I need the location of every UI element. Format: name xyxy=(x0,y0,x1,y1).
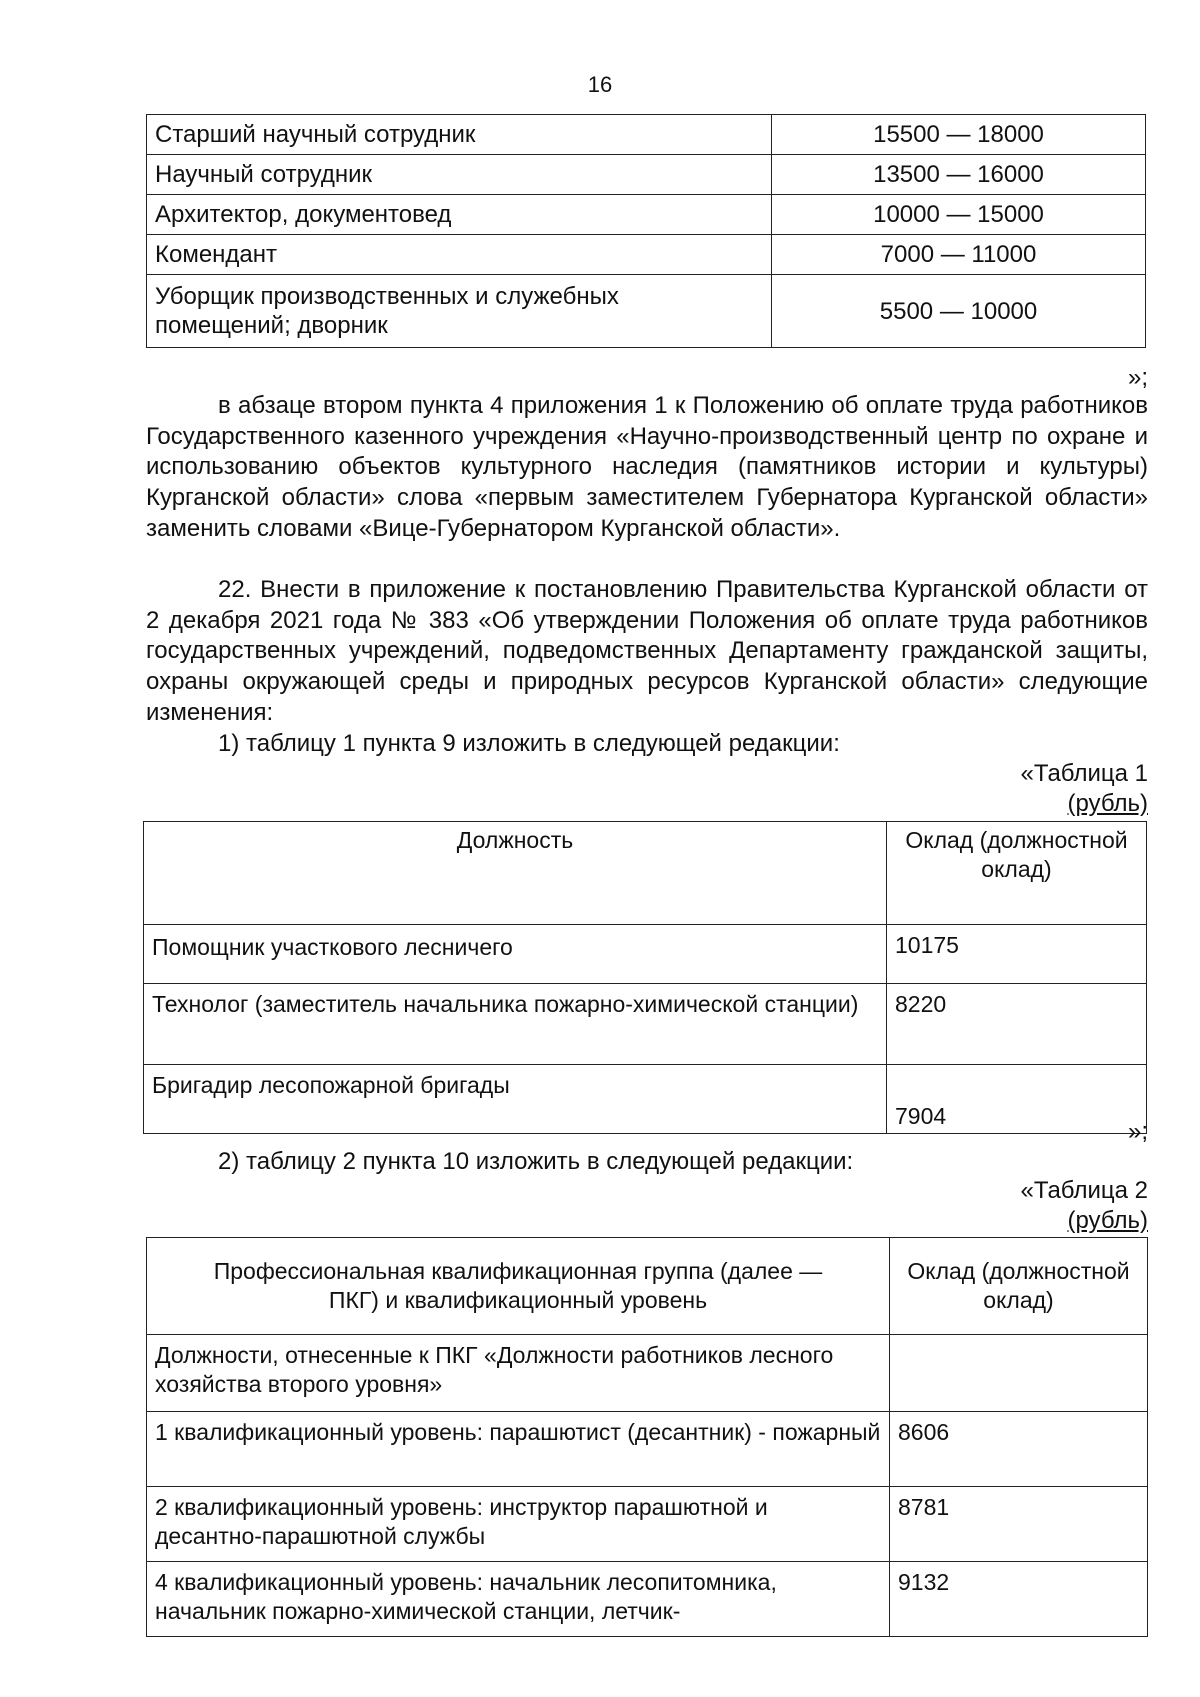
paragraph-item-22: 22. Внести в приложение к постановлению Правительства Курганской области от 2 декабря 2021 года № 383 «Об утверждении Положения об оплате труда работников государственных учреждений, подведомственных Департаменту гражданской защиты, охраны окружающей среды и природных ресурсов Курганской области» следующие изменения: xyxy=(146,576,1148,726)
table-row xyxy=(147,1335,1148,1412)
table-cell-salary: 8781 xyxy=(890,1487,1148,1562)
header-cell-group: Профессиональная квалификационная группа (далее — ПКГ) и квалификационный уровень xyxy=(147,1238,890,1335)
table-cell-salary: 7000 — 11000 xyxy=(772,235,1146,275)
table-cell-position: Старший научный сотрудник xyxy=(147,115,772,155)
table-row xyxy=(147,1487,1148,1562)
table-cell-position: 4 квалификационный уровень: начальник лесопитомника, начальник пожарно-химической станции, летчик- xyxy=(147,1562,890,1637)
table-cell-salary: 8606 xyxy=(890,1412,1148,1487)
table2-caption: «Таблица 2 xyxy=(1020,1177,1148,1204)
page-number: 16 xyxy=(587,72,613,97)
table-cell-salary: 5500 — 10000 xyxy=(772,275,1146,348)
table-cell-position: Научный сотрудник xyxy=(147,155,772,195)
table-row xyxy=(147,155,1146,195)
table-1 xyxy=(143,821,1147,1134)
header-cell-salary: Оклад (должностной оклад) xyxy=(890,1238,1148,1335)
paragraph-table1-intro: 1) таблицу 1 пункта 9 изложить в следующей редакции: xyxy=(218,730,840,757)
header-cell-position: Должность xyxy=(144,822,887,925)
table-cell-salary: 13500 — 16000 xyxy=(772,155,1146,195)
paragraph-amendment-abzac: в абзаце втором пункта 4 приложения 1 к Положению об оплате труда работников Государственного казенного учреждения «Научно-производственный центр по охране и использованию объектов культурного наследия (памятников истории и культуры) Курганской области» слова «первым заместителем Губернатора Курганской области» заменить словами «Вице-Губернатором Курганской области». xyxy=(146,392,1148,542)
table-cell-salary: 10000 — 15000 xyxy=(772,195,1146,235)
table-header-row xyxy=(144,822,1147,925)
table-row xyxy=(147,1562,1148,1637)
salary-table-continued xyxy=(146,114,1146,348)
table1-closing-quote: »; xyxy=(1127,1118,1148,1145)
table-cell-salary: 10175 xyxy=(887,925,1147,984)
table-cell-position: Технолог (заместитель начальника пожарно-химической станции) xyxy=(144,984,887,1065)
table-row xyxy=(144,1065,1147,1134)
table-cell-position: Помощник участкового лесничего xyxy=(144,925,887,984)
table-cell-salary: 7904 xyxy=(887,1065,1147,1134)
table-cell-salary: 9132 xyxy=(890,1562,1148,1637)
table-row xyxy=(147,235,1146,275)
table-row xyxy=(147,275,1146,348)
table-closing-quote: »; xyxy=(1127,364,1148,391)
table-row xyxy=(147,195,1146,235)
table-cell-position: Комендант xyxy=(147,235,772,275)
table-cell-position: Уборщик производственных и служебных помещений; дворник xyxy=(147,275,772,348)
header-cell-salary: Оклад (должностной оклад) xyxy=(887,822,1147,925)
table-row xyxy=(147,115,1146,155)
table-cell-position: 2 квалификационный уровень: инструктор парашютной и десантно-парашютной службы xyxy=(147,1487,890,1562)
table-row xyxy=(144,984,1147,1065)
table-row xyxy=(144,925,1147,984)
table-row xyxy=(147,1412,1148,1487)
table-cell-position: Должности, отнесенные к ПКГ «Должности работников лесного хозяйства второго уровня» xyxy=(147,1335,890,1412)
table-cell-salary: 15500 — 18000 xyxy=(772,115,1146,155)
table-2 xyxy=(146,1237,1148,1637)
paragraph-table2-intro: 2) таблицу 2 пункта 10 изложить в следующей редакции: xyxy=(218,1148,854,1175)
table-cell-position: Архитектор, документовед xyxy=(147,195,772,235)
table-cell-salary xyxy=(890,1335,1148,1412)
table1-caption: «Таблица 1 xyxy=(1020,760,1148,787)
table-cell-position: 1 квалификационный уровень: парашютист (десантник) - пожарный xyxy=(147,1412,890,1487)
table-cell-position: Бригадир лесопожарной бригады xyxy=(144,1065,887,1134)
table-cell-salary: 8220 xyxy=(887,984,1147,1065)
table1-unit: (рубль) xyxy=(1067,790,1148,817)
table-header-row xyxy=(147,1238,1148,1335)
table2-unit: (рубль) xyxy=(1067,1207,1148,1234)
